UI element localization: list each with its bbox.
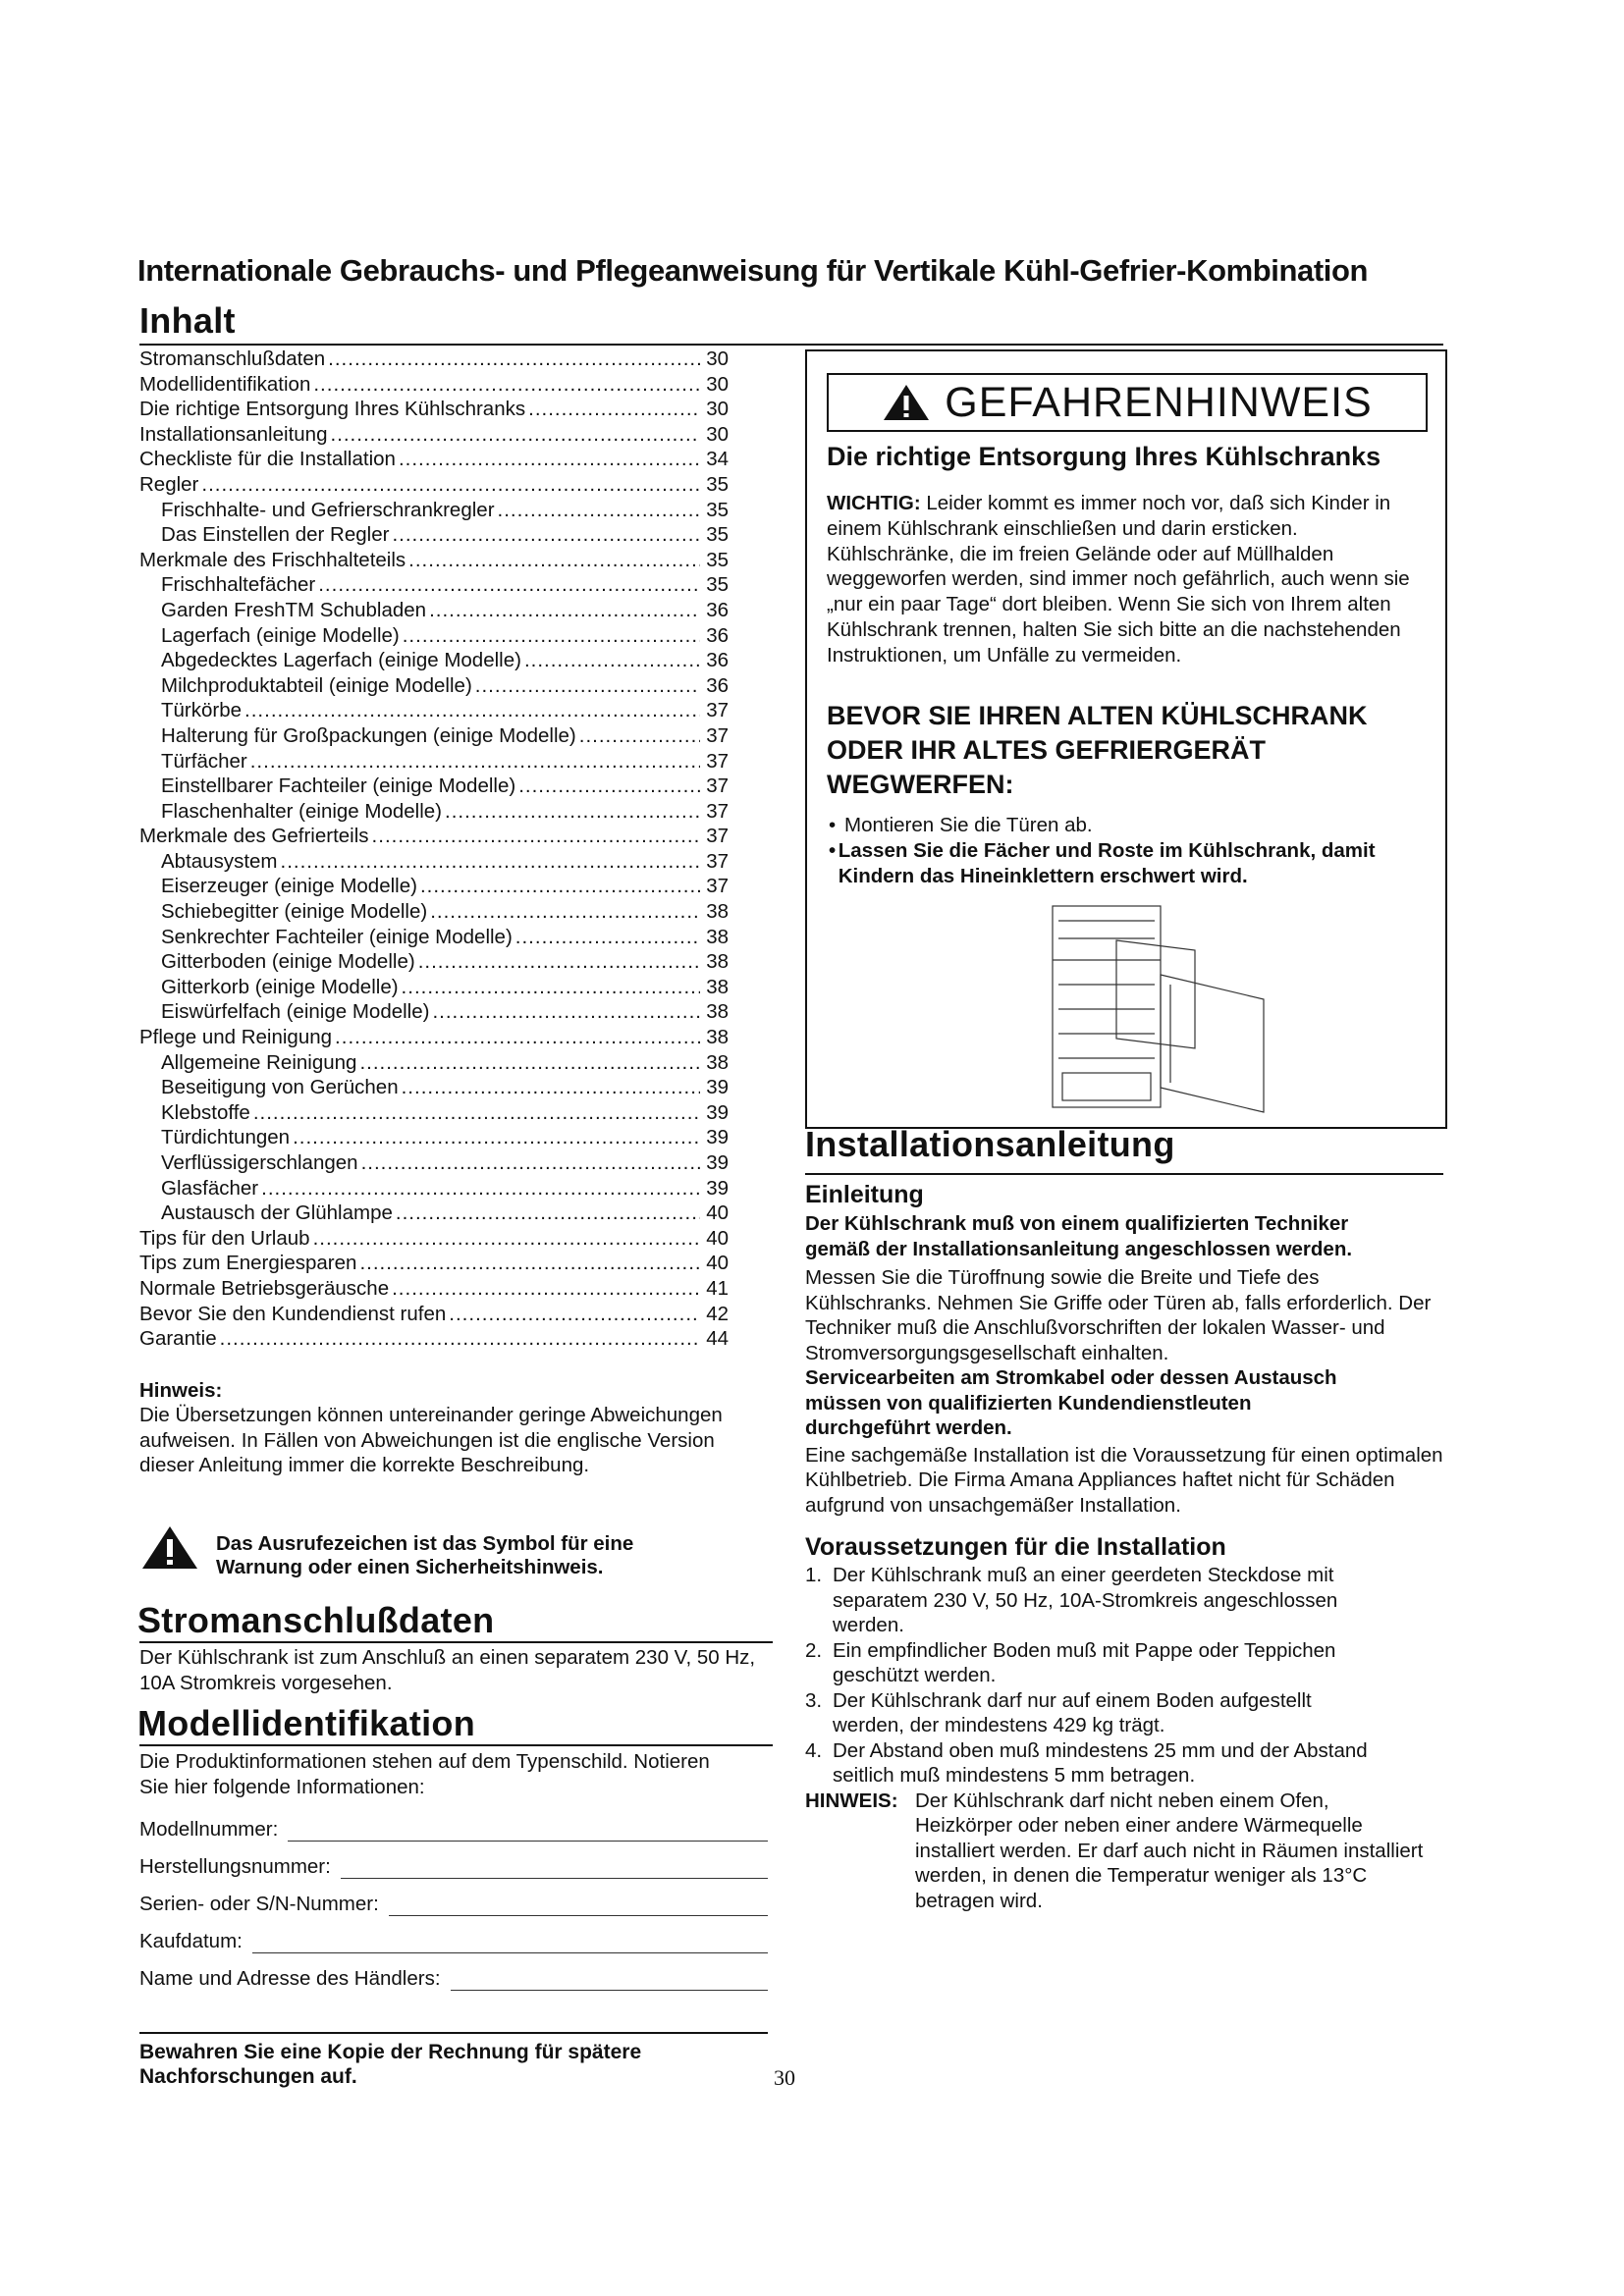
- info-field-label: Name und Adresse des Händlers:: [139, 1967, 441, 1990]
- list-item-text: Der Abstand oben muß mindestens 25 mm und der Abstand seitlich muß mindestens 5 mm betragen.: [833, 1738, 1368, 1787]
- toc-leader: [335, 1025, 700, 1050]
- toc-leader: [330, 422, 700, 448]
- toc-entry-label: Pflege und Reinigung: [139, 1026, 333, 1049]
- refrigerator-illustration: [1023, 901, 1278, 1117]
- toc-entry-page: 39: [706, 1176, 729, 1200]
- toc-leader: [313, 372, 700, 398]
- list-item: [805, 1738, 1443, 1789]
- note-heading: Hinweis:: [139, 1379, 223, 1402]
- toc-entry-label: Installationsanleitung: [139, 422, 328, 446]
- toc-entry: [139, 572, 729, 598]
- page-number: 30: [774, 2065, 795, 2090]
- service-bold-text: Servicearbeiten am Stromkabel oder dessen Austausch müssen von qualifizierten Kundendienstleuten durchgeführt werden.: [805, 1366, 1337, 1439]
- list-item: • Montieren Sie die Türen ab.: [829, 814, 1093, 836]
- toc-entry-page: 35: [706, 573, 729, 597]
- toc-leader: [372, 824, 700, 849]
- toc-entry-page: 39: [706, 1151, 729, 1174]
- toc-entry: [139, 723, 729, 749]
- toc-entry: [139, 849, 729, 875]
- toc-entry: [139, 949, 729, 975]
- info-field-label: Serien- oder S/N-Nummer:: [139, 1893, 379, 1915]
- power-text: Der Kühlschrank ist zum Anschluß an einen separatem 230 V, 50 Hz, 10A Stromkreis vorgesehen.: [139, 1646, 756, 1694]
- toc-leader: [359, 1050, 700, 1076]
- toc-entry: [139, 447, 729, 472]
- toc-entry: [139, 1302, 729, 1327]
- toc-entry-label: Einstellbarer Fachteiler (einige Modelle): [161, 774, 516, 798]
- toc-entry: [139, 899, 729, 925]
- installation-rule: [805, 1173, 1443, 1175]
- toc-entry-page: 38: [706, 950, 729, 974]
- toc-entry: [139, 598, 729, 623]
- toc-entry: [139, 925, 729, 950]
- right-top-rule: [805, 344, 1443, 346]
- toc-leader: [318, 572, 700, 598]
- toc-entry-label: Frischhalte- und Gefrierschrankregler: [161, 498, 495, 521]
- model-id-heading: Modellidentifikation: [137, 1703, 475, 1743]
- toc-leader: [361, 1150, 700, 1176]
- toc-entry: [139, 372, 729, 398]
- installation-section: [805, 1178, 1443, 1913]
- toc-entry: [139, 1150, 729, 1176]
- toc-entry: [139, 1025, 729, 1050]
- toc-entry-page: 30: [706, 422, 729, 446]
- toc-entry-page: 40: [706, 1226, 729, 1250]
- toc-entry-page: 40: [706, 1201, 729, 1225]
- danger-title: GEFAHRENHINWEIS: [945, 378, 1373, 426]
- toc-leader: [281, 849, 701, 875]
- toc-entry-label: Türdichtungen: [161, 1126, 291, 1149]
- toc-entry-page: 37: [706, 825, 729, 848]
- toc-entry: [139, 1050, 729, 1076]
- toc-entry-label: Lagerfach (einige Modelle): [161, 623, 400, 647]
- toc-leader: [475, 673, 700, 699]
- requirements-heading: Voraussetzungen für die Installation: [805, 1533, 1226, 1561]
- toc-leader: [432, 999, 700, 1025]
- info-field-label: Modellnummer:: [139, 1818, 279, 1841]
- toc-leader: [392, 1276, 700, 1302]
- danger-title-box: [827, 373, 1428, 432]
- toc-leader: [402, 975, 700, 1000]
- toc-entry-page: 34: [706, 448, 729, 471]
- toc-entry-label: Gitterkorb (einige Modelle): [161, 975, 399, 998]
- toc-entry: [139, 698, 729, 723]
- toc-entry-label: Milchproduktabteil (einige Modelle): [161, 673, 472, 697]
- intro-bold-text: Der Kühlschrank muß von einem qualifizierten Techniker gemäß der Installationsanleitung angeschlossen werden.: [805, 1212, 1353, 1260]
- toc-entry-page: 36: [706, 649, 729, 672]
- toc-entry-label: Eiswürfelfach (einige Modelle): [161, 1000, 430, 1024]
- toc-entry-label: Senkrechter Fachteiler (einige Modelle): [161, 925, 513, 948]
- toc-entry: [139, 1276, 729, 1302]
- toc-leader: [220, 1326, 700, 1352]
- toc-entry-label: Austausch der Glühlampe: [161, 1201, 393, 1225]
- toc-entry-label: Modellidentifikation: [139, 372, 311, 396]
- toc-entry: [139, 1251, 729, 1276]
- toc-entry-label: Checkliste für die Installation: [139, 448, 396, 471]
- toc-entry-page: 35: [706, 548, 729, 571]
- toc-leader: [515, 925, 700, 950]
- toc-entry-label: Beseitigung von Gerüchen: [161, 1076, 399, 1099]
- toc-leader: [396, 1201, 700, 1226]
- toc-entry: [139, 347, 729, 372]
- toc-entry: [139, 1226, 729, 1252]
- toc-entry: [139, 422, 729, 448]
- toc-entry: [139, 397, 729, 422]
- installation-hint: [805, 1789, 1443, 1914]
- toc-entry: [139, 1326, 729, 1352]
- list-item-number: 1.: [805, 1564, 823, 1586]
- info-field-line[interactable]: [451, 1968, 768, 1991]
- info-field: [139, 1842, 768, 1879]
- toc-entry: [139, 498, 729, 523]
- toc-entry-page: 37: [706, 749, 729, 773]
- installation-heading: Installationsanleitung: [805, 1124, 1175, 1164]
- toc-entry-page: 37: [706, 774, 729, 798]
- list-item: [805, 1688, 1443, 1738]
- info-field-line[interactable]: [389, 1894, 768, 1916]
- toc-entry-page: 41: [706, 1276, 729, 1300]
- hint-text: Der Kühlschrank darf nicht neben einem Ofen, Heizkörper oder neben einer andere Wärmequelle installiert werden. Er darf auch nicht in Räumen installiert werden, in denen die Temperatur weniger als 13°C betragen wird.: [915, 1789, 1424, 1912]
- toc-entry-label: Klebstoffe: [161, 1100, 250, 1124]
- toc-leader: [408, 548, 700, 573]
- important-label: WICHTIG:: [827, 492, 921, 514]
- toc-leader: [313, 1226, 700, 1252]
- toc-leader: [403, 623, 700, 649]
- toc-entry-page: 42: [706, 1302, 729, 1325]
- toc-leader: [445, 799, 700, 825]
- list-item-text: Der Kühlschrank darf nur auf einem Boden aufgestellt werden, der mindestens 429 kg trägt.: [833, 1688, 1312, 1736]
- toc-entry-label: Merkmale des Frischhalteteils: [139, 548, 406, 571]
- toc-heading: Inhalt: [139, 300, 236, 341]
- toc-entry: [139, 522, 729, 548]
- bullet-keep-shelves: Lassen Sie die Fächer und Roste im Kühlschrank, damit Kindern das Hineinklettern erschwert wird.: [838, 839, 1376, 887]
- toc-leader: [402, 1075, 700, 1100]
- toc-entry-page: 38: [706, 900, 729, 924]
- toc-entry: [139, 623, 729, 649]
- info-field: [139, 1953, 768, 1991]
- toc-entry-page: 38: [706, 1026, 729, 1049]
- toc-leader: [293, 1125, 700, 1150]
- toc-entry: [139, 824, 729, 849]
- list-item: [805, 1563, 1443, 1638]
- info-field: [139, 1804, 768, 1842]
- toc-entry: [139, 1075, 729, 1100]
- list-item-text: Ein empfindlicher Boden muß mit Pappe oder Teppichen geschützt werden.: [833, 1638, 1336, 1686]
- toc-entry-label: Türfächer: [161, 749, 247, 773]
- toc-entry-label: Eiserzeuger (einige Modelle): [161, 875, 417, 898]
- intro-text: Messen Sie die Türoffnung sowie die Breite und Tiefe des Kühlschranks. Nehmen Sie Griffe oder Türen ab, falls erforderlich. Der Techniker muß die Anschlußvorschriften der lokalen Wasser- und Stromversorgungsgesellschaft einhalten.: [805, 1266, 1432, 1364]
- info-field-label: Herstellungsnummer:: [139, 1855, 331, 1878]
- bullet-remove-doors: Montieren Sie die Türen ab.: [844, 814, 1093, 836]
- toc-entry-page: 30: [706, 398, 729, 421]
- keep-receipt-note: Bewahren Sie eine Kopie der Rechnung für spätere Nachforschungen auf.: [139, 2041, 642, 2088]
- toc-entry-label: Schiebegitter (einige Modelle): [161, 900, 428, 924]
- model-info-fields: [139, 1804, 768, 1991]
- toc-entry-label: Frischhaltefächer: [161, 573, 316, 597]
- list-item-number: 4.: [805, 1738, 823, 1762]
- toc-entry-label: Allgemeine Reinigung: [161, 1050, 357, 1074]
- danger-subtitle: Die richtige Entsorgung Ihres Kühlschranks: [827, 442, 1381, 471]
- model-id-rule: [139, 1744, 773, 1746]
- toc-entry: [139, 774, 729, 799]
- disposal-instructions: [829, 813, 1418, 889]
- warning-triangle-icon: [882, 383, 931, 422]
- toc-entry-page: 35: [706, 472, 729, 496]
- info-field-line[interactable]: [341, 1856, 768, 1879]
- model-id-intro: Die Produktinformationen stehen auf dem Typenschild. Notieren Sie hier folgende Informationen:: [139, 1750, 710, 1798]
- toc-entry-label: Garden FreshTM Schubladen: [161, 598, 427, 621]
- toc-entry-page: 37: [706, 875, 729, 898]
- warning-legend-text: Das Ausrufezeichen ist das Symbol für eine Warnung oder einen Sicherheitshinweis.: [216, 1532, 634, 1578]
- toc-entry-page: 38: [706, 975, 729, 998]
- toc-entry-page: 37: [706, 849, 729, 873]
- toc-leader: [359, 1251, 700, 1276]
- toc-entry-label: Die richtige Entsorgung Ihres Kühlschranks: [139, 398, 526, 421]
- toc-leader: [244, 698, 700, 723]
- toc-entry-page: 35: [706, 523, 729, 547]
- toc-entry-label: Das Einstellen der Regler: [161, 523, 390, 547]
- table-of-contents: [139, 347, 729, 1352]
- toc-entry-page: 39: [706, 1076, 729, 1099]
- toc-entry: [139, 749, 729, 774]
- toc-entry: [139, 648, 729, 673]
- toc-entry-label: Abgedecktes Lagerfach (einige Modelle): [161, 649, 521, 672]
- toc-entry: [139, 1201, 729, 1226]
- important-text: Leider kommt es immer noch vor, daß sich Kinder in einem Kühlschrank einschließen und darin ersticken. Kühlschränke, die im freien Gelände oder auf Müllhalden weggeworfen werden, sind immer noch gefährlich, auch wenn sie „nur ein paar Tage“ dort bleiben. Wenn Sie sich von Ihrem alten Kühlschrank trennen, halten Sie sich bitte an die nachstehenden Instruktionen, um Unfälle zu vermeiden.: [827, 492, 1410, 667]
- requirements-list: [805, 1563, 1443, 1789]
- toc-entry-label: Glasfächer: [161, 1176, 259, 1200]
- toc-entry-label: Regler: [139, 472, 199, 496]
- warning-legend: [139, 1523, 738, 1579]
- toc-entry: [139, 975, 729, 1000]
- toc-entry-page: 35: [706, 498, 729, 521]
- list-item-number: 2.: [805, 1638, 823, 1662]
- toc-leader: [250, 749, 700, 774]
- translation-note: [139, 1379, 738, 1478]
- toc-leader: [498, 498, 700, 523]
- toc-entry-page: 30: [706, 372, 729, 396]
- toc-entry-label: Verflüssigerschlangen: [161, 1151, 358, 1174]
- list-item: • Lassen Sie die Fächer und Roste im Kühlschrank, damit Kindern das Hineinklettern erschwert wird.: [829, 838, 1418, 889]
- toc-entry-page: 37: [706, 799, 729, 823]
- toc-entry-page: 30: [706, 347, 729, 370]
- toc-leader: [518, 774, 700, 799]
- toc-entry-page: 38: [706, 1050, 729, 1074]
- toc-entry-page: 36: [706, 623, 729, 647]
- toc-entry-label: Gitterboden (einige Modelle): [161, 950, 415, 974]
- toc-entry-label: Halterung für Großpackungen (einige Modelle): [161, 723, 576, 747]
- toc-entry: [139, 548, 729, 573]
- toc-leader: [579, 723, 700, 749]
- toc-entry-page: 36: [706, 598, 729, 621]
- toc-entry: [139, 472, 729, 498]
- intro-heading: Einleitung: [805, 1181, 924, 1208]
- toc-entry-label: Türkörbe: [161, 699, 243, 722]
- warning-triangle-icon: [139, 1523, 200, 1571]
- toc-entry: [139, 874, 729, 899]
- danger-box: [805, 349, 1447, 1129]
- hint-label: HINWEIS:: [805, 1789, 898, 1812]
- toc-leader: [261, 1176, 700, 1201]
- toc-entry-page: 39: [706, 1126, 729, 1149]
- toc-entry-label: Tips für den Urlaub: [139, 1226, 310, 1250]
- toc-entry: [139, 999, 729, 1025]
- toc-entry: [139, 1100, 729, 1126]
- toc-entry-page: 44: [706, 1327, 729, 1351]
- toc-leader: [392, 522, 700, 548]
- toc-entry-page: 40: [706, 1252, 729, 1275]
- toc-entry: [139, 1125, 729, 1150]
- danger-important: [827, 491, 1426, 668]
- toc-entry-page: 38: [706, 1000, 729, 1024]
- toc-leader: [524, 648, 700, 673]
- toc-leader: [418, 949, 700, 975]
- fields-end-rule: [139, 2032, 768, 2034]
- list-item: [805, 1638, 1443, 1688]
- toc-entry-label: Abtausystem: [161, 849, 278, 873]
- before-disposal-heading: BEVOR SIE IHREN ALTEN KÜHLSCHRANK ODER IHR ALTES GEFRIERGERÄT WEGWERFEN:: [827, 701, 1368, 799]
- toc-leader: [528, 397, 700, 422]
- service-text: Eine sachgemäße Installation ist die Voraussetzung für einen optimalen Kühlbetrieb. Die Firma Amana Appliances haftet nicht für Schäden aufgrund von unsachgemäßer Installation.: [805, 1443, 1443, 1517]
- toc-entry-label: Normale Betriebsgeräusche: [139, 1276, 390, 1300]
- toc-entry-page: 38: [706, 925, 729, 948]
- toc-leader: [429, 598, 700, 623]
- toc-entry-page: 37: [706, 699, 729, 722]
- toc-entry-label: Garantie: [139, 1327, 217, 1351]
- toc-entry-label: Flaschenhalter (einige Modelle): [161, 799, 443, 823]
- toc-entry-label: Bevor Sie den Kundendienst rufen: [139, 1302, 447, 1325]
- toc-leader: [430, 899, 700, 925]
- info-field: [139, 1916, 768, 1953]
- info-field-line[interactable]: [252, 1931, 768, 1953]
- power-rule: [139, 1641, 773, 1643]
- toc-entry-label: Stromanschlußdaten: [139, 347, 326, 370]
- toc-leader: [449, 1302, 700, 1327]
- info-field: [139, 1879, 768, 1916]
- list-item-text: Der Kühlschrank muß an einer geerdeten Steckdose mit separatem 230 V, 50 Hz, 10A-Stromkreis angeschlossen werden.: [833, 1564, 1338, 1636]
- toc-entry-page: 39: [706, 1100, 729, 1124]
- toc-leader: [399, 447, 700, 472]
- page-title: Internationale Gebrauchs- und Pflegeanweisung für Vertikale Kühl-Gefrier-Kombination: [137, 253, 1369, 288]
- toc-entry-page: 37: [706, 723, 729, 747]
- toc-leader: [420, 874, 700, 899]
- toc-leader: [201, 472, 700, 498]
- toc-entry-label: Merkmale des Gefrierteils: [139, 825, 369, 848]
- toc-leader: [253, 1100, 700, 1126]
- info-field-label: Kaufdatum:: [139, 1930, 243, 1952]
- toc-entry-label: Tips zum Energiesparen: [139, 1252, 357, 1275]
- toc-entry: [139, 1176, 729, 1201]
- toc-entry-page: 36: [706, 673, 729, 697]
- list-item-number: 3.: [805, 1688, 823, 1712]
- note-text: Die Übersetzungen können untereinander geringe Abweichungen aufweisen. In Fällen von Abweichungen ist die englische Version dieser Anleitung immer die korrekte Beschreibung.: [139, 1404, 723, 1476]
- info-field-line[interactable]: [288, 1819, 768, 1842]
- toc-leader: [328, 347, 700, 372]
- toc-entry: [139, 673, 729, 699]
- toc-entry: [139, 799, 729, 825]
- power-heading: Stromanschlußdaten: [137, 1600, 495, 1640]
